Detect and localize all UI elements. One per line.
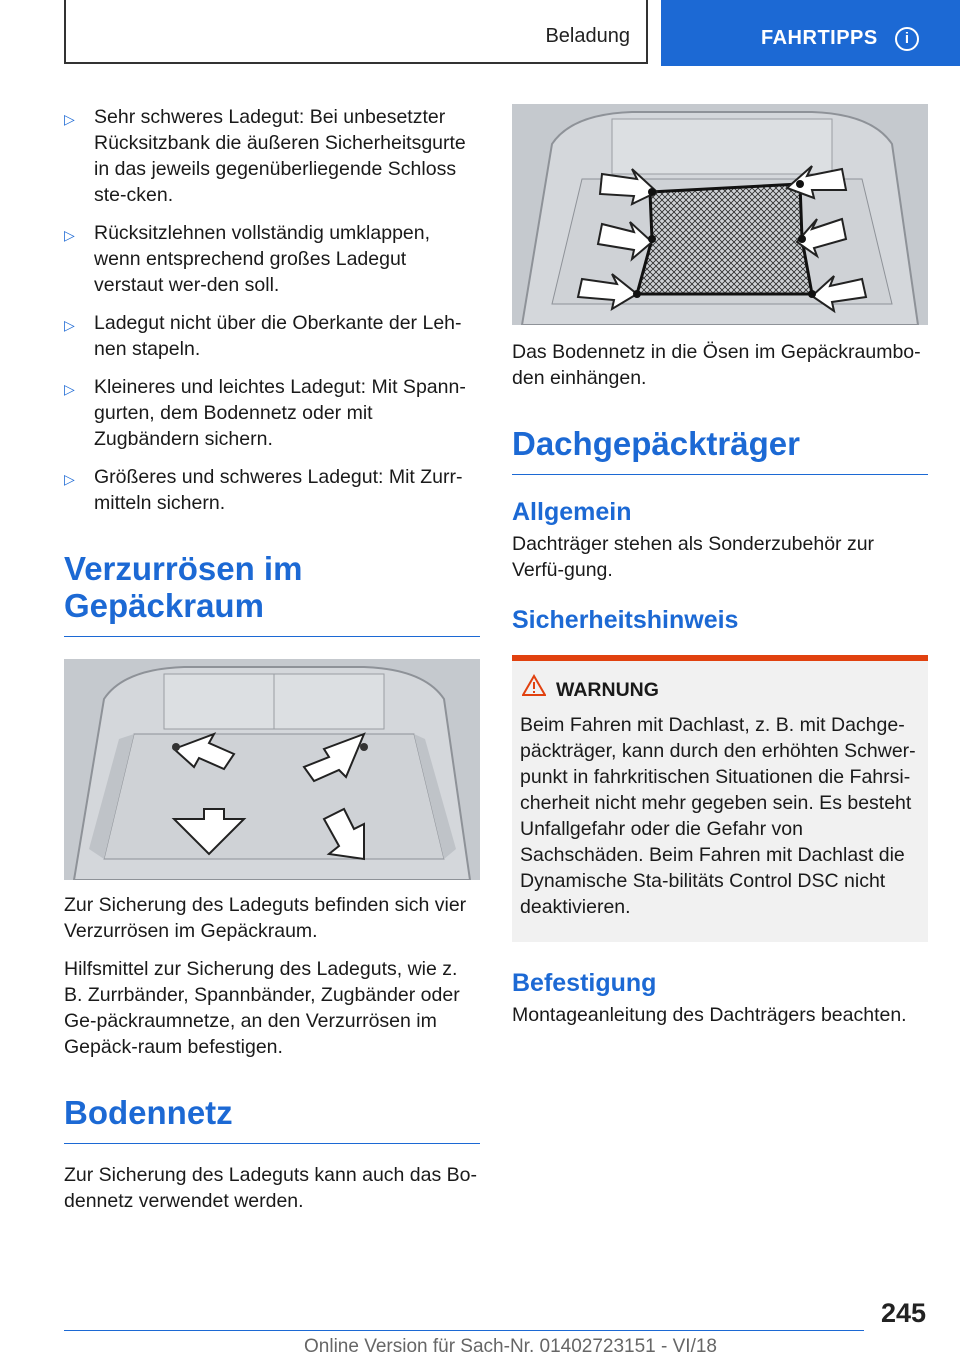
footer-online-version: Online Version für Sach-Nr. 01402723151 - VI/18 [304, 1336, 717, 1357]
chapter-tab[interactable] [661, 0, 960, 66]
warning-title [556, 679, 920, 702]
section-title: Beladung [545, 25, 630, 47]
list-item: ▷ Sehr schweres Ladegut: Bei unbesetzter Rücksitzbank die äußeren Sicherheitsgurte in das jeweils gegenüberliegende Schloss ste-cken. [64, 106, 466, 206]
list-item: ▷ Ladegut nicht über die Oberkante der Leh-nen stapeln. [64, 312, 462, 360]
bodennetz-heading: Bodennetz [64, 1094, 480, 1144]
list-item: ▷ Kleineres und leichtes Ladegut: Mit Spann-gurten, dem Bodennetz oder mit Zugbändern sichern. [64, 376, 466, 450]
list-item: ▷ Größeres und schweres Ladegut: Mit Zurr-mitteln sichern. [64, 466, 463, 514]
triangle-bullet-icon: ▷ [64, 227, 75, 243]
floor-net-image [512, 104, 928, 325]
warning-triangle-icon [522, 674, 546, 702]
page-header [0, 0, 960, 66]
list-item: ▷ Rücksitzlehnen vollständig umklappen, wenn entsprechend großes Ladegut verstaut wer-den soll. [64, 222, 431, 296]
section-header-box [64, 0, 648, 64]
floor-net-caption: Das Bodennetz in die Ösen im Gepäckraumbo-den einhängen. [512, 341, 921, 389]
sicherheitshinweis-heading: Sicherheitshinweis [512, 606, 739, 634]
warning-box [512, 655, 928, 942]
allgemein-text: Dachträger stehen als Sonderzubehör zur Verfü-gung. [512, 533, 875, 581]
loading-tips-list [64, 104, 480, 516]
info-icon[interactable]: i [895, 27, 919, 51]
chapter-title: FAHRTIPPS [761, 27, 878, 49]
left-column [64, 104, 480, 1214]
allgemein-heading: Allgemein [512, 498, 632, 526]
triangle-bullet-icon: ▷ [64, 471, 75, 487]
verzurroesen-heading: Verzurrösen im Gepäckraum [64, 550, 394, 637]
page-number: 245 [880, 1298, 926, 1328]
right-column [512, 104, 928, 1028]
befestigung-heading: Befestigung [512, 969, 657, 997]
footer-divider [64, 1330, 864, 1331]
trunk-lashing-eyes-image [64, 659, 480, 880]
triangle-bullet-icon: ▷ [64, 111, 75, 127]
dachgepaecktraeger-heading: Dachgepäckträger [512, 425, 928, 475]
bodennetz-text: Zur Sicherung des Ladeguts kann auch das Bo-dennetz verwendet werden. [64, 1164, 478, 1212]
warning-text: Beim Fahren mit Dachlast, z. B. mit Dachge-päckträger, kann durch den erhöhten Schwer-punkt in fahrkritischen Situationen die Fahrsi-cherheit nicht mehr gegeben sein. Es besteht Unfallgefahr oder die Gefahr von Sachschäden. Beim Fahren mit Dachlast die Dynamische Sta-bilitäts Control DSC nicht deaktivieren. [520, 714, 916, 918]
verzurroesen-caption: Zur Sicherung des Ladeguts befinden sich vier Verzurrösen im Gepäckraum. [64, 894, 467, 942]
warning-label: WARNUNG [556, 679, 659, 701]
verzurroesen-text: Hilfsmittel zur Sicherung des Ladeguts, wie z. B. Zurrbänder, Spannbänder, Zugbänder oder Ge-päckraumnetze, an den Verzurrösen im Gepäck-raum befestigen. [64, 958, 460, 1058]
befestigung-text: Montageanleitung des Dachträgers beachten. [512, 1004, 907, 1026]
triangle-bullet-icon: ▷ [64, 381, 75, 397]
triangle-bullet-icon: ▷ [64, 317, 75, 333]
